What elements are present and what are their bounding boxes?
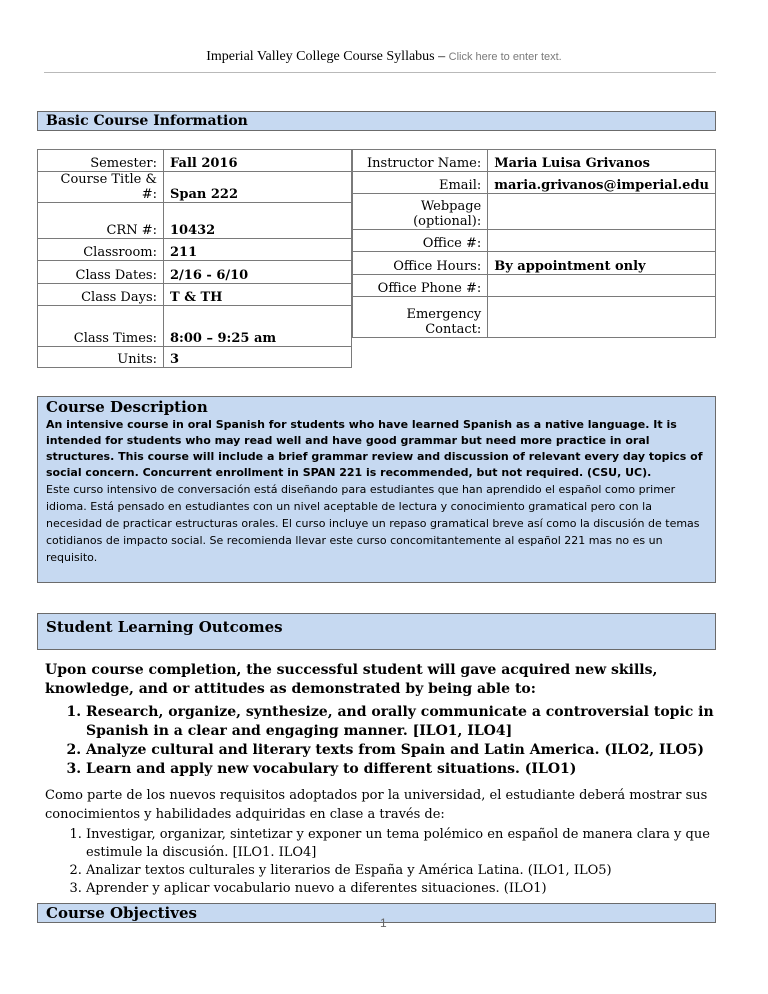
info-label: Office Phone #: — [353, 275, 488, 297]
info-label: Classroom: — [38, 239, 164, 261]
info-row-office-hours — [353, 252, 716, 275]
info-value: By appointment only — [488, 252, 716, 275]
slo-item: 3. Learn and apply new vocabulary to different situations. (ILO1) — [86, 760, 718, 779]
info-row-webpage — [353, 194, 716, 230]
info-row-instructor-name — [353, 150, 716, 172]
info-row-semester — [38, 150, 352, 172]
info-label: Office #: — [353, 230, 488, 252]
info-value: 10432 — [164, 203, 352, 239]
info-label: Class Times: — [38, 306, 164, 347]
slo-spanish-item: 3. Aprender y aplicar vocabulario nuevo a diferentes situaciones. (ILO1) — [86, 880, 718, 898]
info-row-office — [353, 230, 716, 252]
info-row-class-days — [38, 284, 352, 306]
info-label: Units: — [38, 347, 164, 368]
course-description-spanish: Este curso intensivo de conversación está diseñando para estudiantes que han aprendido el español como primer idioma. Está pensado en estudiantes con un nivel aceptable de lectura y conocimiento gramatical pero con la necesidad de practicar estructuras orales. El curso incluye un repaso gramatical breve así como la discusión de temas cotidianos de impacto social. Se recomienda llevar este curso concomitantemente al español 221 mas no es un requisito. — [46, 483, 700, 564]
slo-item: 1. Research, organize, synthesize, and orally communicate a controversial topic in Spanish in a clear and engaging manner. [ILO1, ILO4] — [86, 703, 718, 741]
info-label: Instructor Name: — [353, 150, 488, 172]
info-row-classroom — [38, 239, 352, 261]
course-objectives-heading: Course Objectives — [37, 903, 716, 923]
info-value: Fall 2016 — [164, 150, 352, 172]
info-label: CRN #: — [38, 203, 164, 239]
course-description-box — [37, 396, 716, 583]
course-description-english: An intensive course in oral Spanish for students who have learned Spanish as a native language. It is intended for students who may read well and have good grammar but need more practice in oral structures. This course will include a brief grammar review and discussion of relevant every day topics of social concern. Concurrent enrollment in SPAN 221 is recommended, but not required. (CSU, UC). — [46, 418, 703, 479]
info-value: 211 — [164, 239, 352, 261]
header-placeholder-field[interactable]: Click here to enter text. — [448, 51, 562, 63]
course-description-heading: Course Description — [46, 398, 208, 416]
info-value — [488, 230, 716, 252]
info-row-email — [353, 172, 716, 194]
info-label: Semester: — [38, 150, 164, 172]
slo-list — [48, 703, 718, 779]
info-label: Class Dates: — [38, 261, 164, 284]
info-row-class-dates — [38, 261, 352, 284]
instructor-info-table — [352, 149, 716, 338]
info-value: Maria Luisa Grivanos — [488, 150, 716, 172]
slo-spanish-item: 1. Investigar, organizar, sintetizar y exponer un tema polémico en español de manera clara y que estimule la discusión. [ILO1. ILO4] — [86, 826, 718, 862]
info-value: 2/16 - 6/10 — [164, 261, 352, 284]
info-label: Course Title & #: — [38, 172, 164, 203]
info-value — [488, 297, 716, 338]
info-value — [488, 194, 716, 230]
slo-intro: Upon course completion, the successful student will gave acquired new skills, knowledge, and or attitudes as demonstrated by being able to: — [45, 662, 658, 697]
info-value: Span 222 — [164, 172, 352, 203]
slo-heading: Student Learning Outcomes — [37, 613, 716, 650]
info-row-units — [38, 347, 352, 368]
info-value: T & TH — [164, 284, 352, 306]
info-row-crn — [38, 203, 352, 239]
header-title: Imperial Valley College Course Syllabus – — [206, 49, 449, 64]
slo-spanish-list — [48, 826, 718, 898]
info-label: Email: — [353, 172, 488, 194]
info-row-course-title — [38, 172, 352, 203]
info-value: 3 — [164, 347, 352, 368]
info-row-office-phone — [353, 275, 716, 297]
info-value[interactable]: maria.grivanos@imperial.edu — [488, 172, 716, 194]
info-row-emergency-contact — [353, 297, 716, 338]
slo-spanish-item: 2. Analizar textos culturales y literarios de España y América Latina. (ILO1, ILO5) — [86, 862, 718, 880]
info-row-class-times — [38, 306, 352, 347]
slo-spanish-intro: Como parte de los nuevos requisitos adoptados por la universidad, el estudiante deberá mostrar sus conocimientos y habilidades adquiridas en clase a través de: — [45, 788, 708, 822]
info-value: 8:00 – 9:25 am — [164, 306, 352, 347]
info-label: Emergency Contact: — [353, 297, 488, 338]
info-label: Office Hours: — [353, 252, 488, 275]
page-header — [0, 49, 768, 65]
header-rule — [44, 72, 716, 73]
course-info-table — [37, 149, 352, 368]
basic-info-heading: Basic Course Information — [37, 111, 716, 131]
slo-item: 2. Analyze cultural and literary texts from Spain and Latin America. (ILO2, ILO5) — [86, 741, 718, 760]
info-label: Webpage (optional): — [353, 194, 488, 230]
info-label: Class Days: — [38, 284, 164, 306]
info-value — [488, 275, 716, 297]
page-number: 1 — [380, 916, 387, 930]
